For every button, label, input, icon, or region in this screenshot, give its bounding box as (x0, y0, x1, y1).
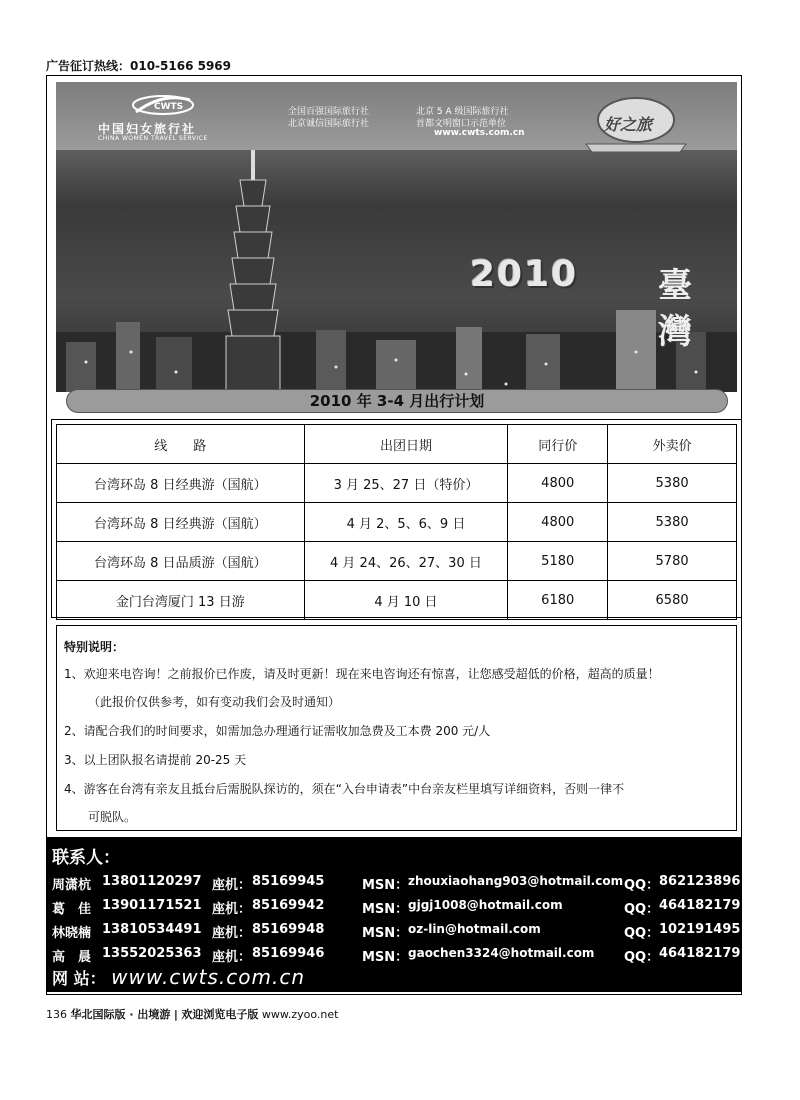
company-logo-icon (128, 90, 198, 120)
website-label: 网 站： (52, 969, 106, 988)
company-name-cn: 中国妇女旅行社 (98, 122, 197, 136)
trade-price-cell: 6180 (508, 581, 608, 620)
retail-price-cell: 6580 (608, 581, 737, 620)
website-link[interactable]: www.cwts.com.cn (111, 965, 306, 989)
contact-msn[interactable]: gjgj1008@hotmail.com (408, 898, 563, 912)
badge-text: 好之旅 (604, 115, 653, 134)
city-skyline-icon (56, 302, 737, 392)
contact-tel-label: 座机： (212, 902, 252, 917)
contacts-panel (46, 837, 742, 992)
contact-name: 林晓楠 (52, 926, 92, 941)
contact-qq: 464182179 (659, 898, 741, 913)
contact-tel-label: 座机： (212, 878, 252, 893)
honor-3: 北京诚信国际旅行社 (288, 119, 370, 129)
publication-name: 华北国际版 · 出境游 (70, 1008, 171, 1021)
contact-tel-label: 座机： (212, 926, 252, 941)
retail-price-cell: 5780 (608, 542, 737, 581)
route-cell: 金门台湾厦门 13 日游 (57, 581, 305, 620)
contact-qq-label: QQ： (624, 926, 660, 941)
retail-price-cell: 5380 (608, 464, 737, 503)
honor-1: 全国百强国际旅行社 (288, 107, 370, 117)
honor-2: 北京 5 A 级国际旅行社 (416, 107, 509, 117)
contact-mobile: 13552025363 (102, 946, 202, 961)
contact-msn-label: MSN： (362, 902, 409, 917)
contact-tel: 85169942 (252, 898, 325, 913)
year-title: 2010 (470, 254, 579, 295)
table-row (57, 581, 737, 620)
contact-mobile: 13901171521 (102, 898, 202, 913)
ad-hotline: 广告征订热线：010-5166 5969 (46, 59, 232, 73)
page-number: 136 (46, 1008, 67, 1021)
website-line (52, 965, 305, 989)
contact-row (46, 898, 742, 922)
departure-cell: 4 月 10 日 (304, 581, 508, 620)
departure-cell: 3 月 25、27 日（特价） (304, 464, 508, 503)
contacts-title: 联系人： (52, 848, 120, 868)
note-line: 可脱队。 (88, 810, 137, 824)
footer-promo: 欢迎浏览电子版 (181, 1008, 259, 1021)
departure-cell: 4 月 24、26、27、30 日 (304, 542, 508, 581)
contact-mobile: 13801120297 (102, 874, 202, 889)
table-row (57, 464, 737, 503)
contact-tel-label: 座机： (212, 950, 252, 965)
note-line: 4、游客在台湾有亲友且抵台后需脱队探访的，须在“入台申请表”中台亲友栏里填写详细资料，否则一律不 (64, 782, 625, 796)
retail-price-cell: 5380 (608, 503, 737, 542)
taipei-101-tower-icon (218, 150, 288, 392)
note-line: 2、请配合我们的时间要求，如需加急办理通行证需收加急费及工本费 200 元/人 (64, 724, 491, 738)
route-cell: 台湾环岛 8 日品质游（国航） (57, 542, 305, 581)
note-line: 3、以上团队报名请提前 20-25 天 (64, 753, 247, 767)
col-header-trade-price: 同行价 (508, 425, 608, 464)
plan-title: 2010 年 3-4 月出行计划 (309, 392, 485, 410)
contact-row (46, 874, 742, 898)
trade-price-cell: 4800 (508, 464, 608, 503)
contact-msn-label: MSN： (362, 950, 409, 965)
contact-msn[interactable]: oz-lin@hotmail.com (408, 922, 541, 936)
contact-tel: 85169948 (252, 922, 325, 937)
contact-msn-label: MSN： (362, 878, 409, 893)
company-name-en: CHINA WOMEN TRAVEL SERVICE (98, 135, 208, 142)
trade-price-cell: 4800 (508, 503, 608, 542)
contact-qq: 102191495 (659, 922, 741, 937)
contact-qq-label: QQ： (624, 902, 660, 917)
col-header-departure: 出团日期 (304, 425, 508, 464)
svg-text:CWTS: CWTS (154, 102, 184, 112)
contact-name: 周潇杭 (52, 878, 92, 893)
departure-cell: 4 月 2、5、6、9 日 (304, 503, 508, 542)
page-footer (46, 1006, 338, 1022)
contact-msn[interactable]: gaochen3324@hotmail.com (408, 946, 595, 960)
contact-tel: 85169945 (252, 874, 325, 889)
contact-tel: 85169946 (252, 946, 325, 961)
banner (56, 82, 737, 392)
banner-url: www.cwts.com.cn (434, 128, 525, 138)
notes-title: 特别说明： (64, 640, 125, 654)
contact-mobile: 13810534491 (102, 922, 202, 937)
note-line: 1、欢迎来电咨询！之前报价已作废，请及时更新！现在来电咨询还有惊喜，让您感受超低的价格，超高的质量！ (64, 667, 660, 681)
trade-price-cell: 5180 (508, 542, 608, 581)
route-cell: 台湾环岛 8 日经典游（国航） (57, 503, 305, 542)
contact-qq-label: QQ： (624, 878, 660, 893)
contact-name: 葛 佳 (52, 902, 92, 917)
itinerary-table (56, 424, 737, 620)
footer-site-link[interactable]: www.zyoo.net (261, 1008, 339, 1021)
table-row (57, 542, 737, 581)
contact-msn-label: MSN： (362, 926, 409, 941)
plan-title-bar (66, 389, 728, 413)
col-header-retail-price: 外卖价 (608, 425, 737, 464)
destination-char-1: 臺 (658, 266, 692, 306)
contact-name: 高 晨 (52, 950, 92, 965)
contact-qq: 862123896 (659, 874, 741, 889)
honor-4: 首都文明窗口示范单位 (416, 119, 507, 129)
table-header-row (57, 425, 737, 464)
destination-char-2: 灣 (658, 312, 692, 352)
contact-qq-label: QQ： (624, 950, 660, 965)
table-row (57, 503, 737, 542)
contact-row (46, 922, 742, 946)
contact-qq: 464182179 (659, 946, 741, 961)
col-header-route: 线 路 (57, 425, 305, 464)
footer-separator: | (173, 1008, 178, 1021)
contact-msn[interactable]: zhouxiaohang903@hotmail.com (408, 874, 624, 888)
route-cell: 台湾环岛 8 日经典游（国航） (57, 464, 305, 503)
note-line: （此报价仅供参考，如有变动我们会及时通知） (88, 695, 341, 709)
